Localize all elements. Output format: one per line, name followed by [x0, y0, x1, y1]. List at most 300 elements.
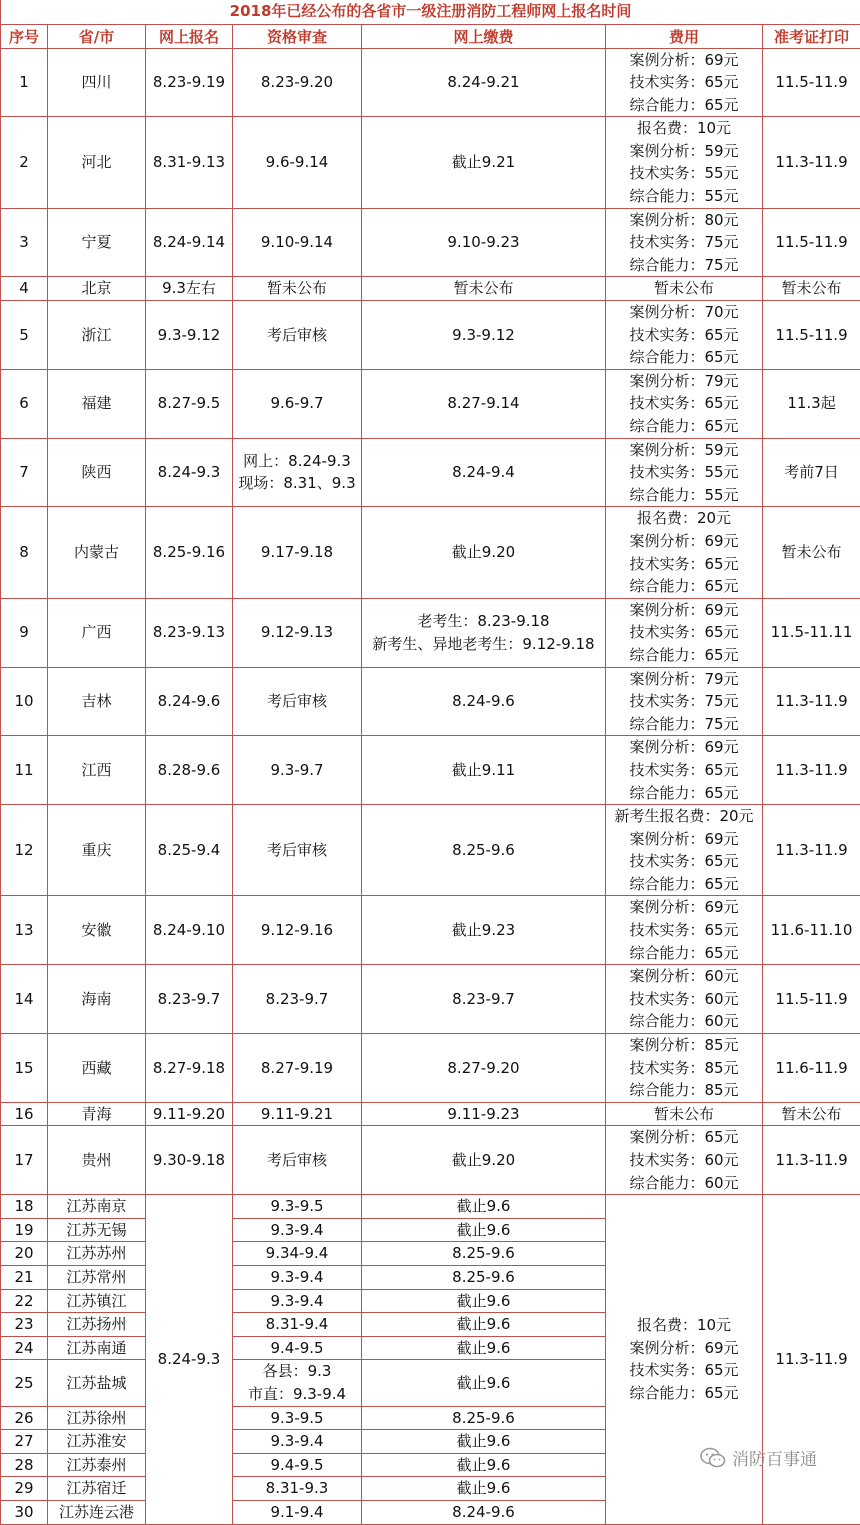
fee-cell-line: 报名费：10元	[606, 117, 762, 140]
fee-cell-line: 技术实务：65元	[606, 850, 762, 873]
payment-cell-line: 老考生：8.23-9.18	[362, 610, 605, 633]
check-cell-line: 考后审核	[233, 839, 361, 862]
row-number: 19	[1, 1218, 48, 1242]
table-row	[1, 667, 860, 736]
row-number: 15	[1, 1034, 48, 1103]
table-row	[1, 117, 860, 208]
check-cell	[233, 1102, 362, 1126]
row-number: 2	[1, 117, 48, 208]
header-fee: 费用	[606, 24, 763, 48]
payment-cell-line: 8.24-9.4	[362, 461, 605, 484]
ticket-cell: 11.5-11.9	[763, 208, 860, 277]
payment-cell	[362, 667, 606, 736]
fee-cell-line: 案例分析：69元	[606, 736, 762, 759]
fee-cell-line: 综合能力：55元	[606, 484, 762, 507]
payment-cell-line: 截止9.23	[362, 919, 605, 942]
payment-cell-line: 8.24-9.21	[362, 71, 605, 94]
row-number: 8	[1, 507, 48, 598]
fee-cell-line: 综合能力：65元	[606, 782, 762, 805]
check-cell-line: 现场：8.31、9.3	[233, 472, 361, 495]
registration-cell: 8.24-9.10	[146, 896, 233, 965]
fee-cell	[606, 736, 763, 805]
row-number: 1	[1, 48, 48, 117]
province-cell: 江苏无锡	[48, 1218, 146, 1242]
registration-cell: 8.24-9.14	[146, 208, 233, 277]
fee-cell-line: 案例分析：79元	[606, 370, 762, 393]
fee-cell-line: 技术实务：55元	[606, 461, 762, 484]
check-cell-line: 9.12-9.13	[233, 621, 361, 644]
fee-cell	[606, 301, 763, 370]
payment-cell	[362, 1034, 606, 1103]
payment-cell-line: 9.11-9.23	[362, 1103, 605, 1126]
check-cell-line: 各县：9.3	[233, 1360, 361, 1383]
row-number: 27	[1, 1430, 48, 1454]
fee-cell-line: 案例分析：79元	[606, 668, 762, 691]
table-row	[1, 896, 860, 965]
payment-cell	[362, 507, 606, 598]
row-number: 18	[1, 1195, 48, 1219]
check-cell-line: 9.1-9.4	[233, 1501, 361, 1524]
check-cell	[233, 1242, 362, 1266]
payment-cell	[362, 117, 606, 208]
fee-cell-line: 案例分析：69元	[606, 828, 762, 851]
row-number: 13	[1, 896, 48, 965]
fee-cell	[606, 277, 763, 301]
check-cell	[233, 1126, 362, 1195]
header-row	[1, 24, 860, 48]
province-cell: 内蒙古	[48, 507, 146, 598]
table-row	[1, 369, 860, 438]
check-cell	[233, 438, 362, 507]
registration-cell: 9.3-9.12	[146, 301, 233, 370]
fee-cell-line: 案例分析：69元	[606, 49, 762, 72]
fee-cell-line: 技术实务：65元	[606, 324, 762, 347]
payment-cell-line: 截止9.20	[362, 541, 605, 564]
check-cell-line: 9.3-9.5	[233, 1407, 361, 1430]
table-row	[1, 301, 860, 370]
province-cell: 北京	[48, 277, 146, 301]
province-cell: 江西	[48, 736, 146, 805]
payment-cell-line: 截止9.20	[362, 1149, 605, 1172]
check-cell	[233, 208, 362, 277]
fee-cell-line: 综合能力：55元	[606, 185, 762, 208]
table-row	[1, 965, 860, 1034]
province-cell: 安徽	[48, 896, 146, 965]
fee-cell-line: 综合能力：65元	[606, 942, 762, 965]
row-number: 4	[1, 277, 48, 301]
fee-cell	[606, 667, 763, 736]
province-cell: 福建	[48, 369, 146, 438]
payment-cell: 截止9.6	[362, 1477, 606, 1501]
ticket-cell: 11.5-11.9	[763, 301, 860, 370]
fee-cell	[606, 1126, 763, 1195]
fee-cell-line: 报名费：10元	[606, 1314, 762, 1337]
check-cell-line: 9.10-9.14	[233, 231, 361, 254]
ticket-cell: 11.3-11.9	[763, 1126, 860, 1195]
fee-cell-line: 案例分析：65元	[606, 1126, 762, 1149]
fee-cell-line: 综合能力：65元	[606, 94, 762, 117]
payment-cell	[362, 1102, 606, 1126]
payment-cell-line: 截止9.11	[362, 759, 605, 782]
registration-cell: 8.28-9.6	[146, 736, 233, 805]
wechat-icon	[700, 1447, 726, 1469]
check-cell-line: 8.31-9.3	[233, 1477, 361, 1500]
fee-cell-line: 综合能力：65元	[606, 415, 762, 438]
registration-cell: 8.27-9.5	[146, 369, 233, 438]
fee-cell-line: 技术实务：65元	[606, 919, 762, 942]
payment-cell	[362, 208, 606, 277]
province-cell: 江苏盐城	[48, 1360, 146, 1406]
province-cell: 浙江	[48, 301, 146, 370]
province-cell: 江苏连云港	[48, 1500, 146, 1524]
check-cell	[233, 277, 362, 301]
fee-cell-line: 综合能力：65元	[606, 873, 762, 896]
check-cell-line: 9.34-9.4	[233, 1242, 361, 1265]
check-cell	[233, 1313, 362, 1337]
fee-cell	[606, 598, 763, 667]
fee-cell-line: 案例分析：69元	[606, 530, 762, 553]
registration-cell: 8.27-9.18	[146, 1034, 233, 1103]
ticket-cell: 11.6-11.10	[763, 896, 860, 965]
check-cell	[233, 965, 362, 1034]
province-cell: 吉林	[48, 667, 146, 736]
ticket-cell: 11.5-11.9	[763, 48, 860, 117]
province-cell: 海南	[48, 965, 146, 1034]
row-number: 26	[1, 1406, 48, 1430]
fee-cell-line: 综合能力：75元	[606, 254, 762, 277]
check-cell-line: 9.3-9.4	[233, 1219, 361, 1242]
row-number: 30	[1, 1500, 48, 1524]
table-row	[1, 507, 860, 598]
fee-cell-line: 综合能力：65元	[606, 644, 762, 667]
fee-cell-line: 案例分析：80元	[606, 209, 762, 232]
province-cell: 青海	[48, 1102, 146, 1126]
table-row	[1, 805, 860, 896]
payment-cell	[362, 896, 606, 965]
check-cell	[233, 736, 362, 805]
fee-cell-line: 新考生报名费：20元	[606, 805, 762, 828]
fee-cell	[606, 208, 763, 277]
ticket-cell: 11.3-11.9	[763, 1195, 860, 1524]
payment-cell: 截止9.6	[362, 1453, 606, 1477]
fee-cell-line: 技术实务：75元	[606, 231, 762, 254]
fee-cell-line: 案例分析：59元	[606, 140, 762, 163]
fee-cell	[606, 1195, 763, 1524]
ticket-cell: 11.3-11.9	[763, 667, 860, 736]
payment-cell	[362, 277, 606, 301]
check-cell-line: 9.4-9.5	[233, 1337, 361, 1360]
fee-cell-line: 技术实务：75元	[606, 690, 762, 713]
row-number: 7	[1, 438, 48, 507]
fee-cell-line: 技术实务：65元	[606, 759, 762, 782]
check-cell-line: 9.6-9.14	[233, 151, 361, 174]
check-cell-line: 考后审核	[233, 324, 361, 347]
payment-cell-line: 新考生、异地老考生：9.12-9.18	[362, 633, 605, 656]
province-cell: 江苏镇江	[48, 1289, 146, 1313]
registration-cell: 8.31-9.13	[146, 117, 233, 208]
fee-cell-line: 技术实务：65元	[606, 1359, 762, 1382]
check-cell	[233, 1477, 362, 1501]
fee-cell-line: 案例分析：60元	[606, 965, 762, 988]
row-number: 23	[1, 1313, 48, 1337]
table-row	[1, 208, 860, 277]
header-province: 省/市	[48, 24, 146, 48]
check-cell	[233, 1360, 362, 1406]
fee-cell	[606, 507, 763, 598]
row-number: 6	[1, 369, 48, 438]
table-row	[1, 598, 860, 667]
fee-cell-line: 暂未公布	[606, 277, 762, 300]
fee-cell-line: 技术实务：85元	[606, 1057, 762, 1080]
check-cell-line: 网上：8.24-9.3	[233, 450, 361, 473]
registration-cell: 8.24-9.3	[146, 1195, 233, 1524]
province-cell: 广西	[48, 598, 146, 667]
row-number: 12	[1, 805, 48, 896]
fee-cell-line: 综合能力：60元	[606, 1172, 762, 1195]
check-cell-line: 9.3-9.4	[233, 1430, 361, 1453]
ticket-cell: 11.3-11.9	[763, 736, 860, 805]
fee-cell-line: 报名费：20元	[606, 507, 762, 530]
row-number: 5	[1, 301, 48, 370]
row-number: 20	[1, 1242, 48, 1266]
check-cell-line: 9.3-9.4	[233, 1266, 361, 1289]
province-cell: 四川	[48, 48, 146, 117]
row-number: 29	[1, 1477, 48, 1501]
watermark	[700, 1445, 817, 1470]
province-cell: 江苏徐州	[48, 1406, 146, 1430]
fee-cell	[606, 48, 763, 117]
check-cell-line: 9.17-9.18	[233, 541, 361, 564]
payment-cell-line: 截止9.21	[362, 151, 605, 174]
payment-cell: 截止9.6	[362, 1195, 606, 1219]
registration-cell: 9.30-9.18	[146, 1126, 233, 1195]
payment-cell-line: 8.27-9.20	[362, 1057, 605, 1080]
ticket-cell: 11.5-11.9	[763, 965, 860, 1034]
payment-cell	[362, 965, 606, 1034]
payment-cell: 截止9.6	[362, 1430, 606, 1454]
province-cell: 江苏扬州	[48, 1313, 146, 1337]
fee-cell	[606, 805, 763, 896]
fee-cell-line: 技术实务：65元	[606, 71, 762, 94]
province-cell: 重庆	[48, 805, 146, 896]
payment-cell: 截止9.6	[362, 1313, 606, 1337]
fee-cell-line: 技术实务：55元	[606, 162, 762, 185]
check-cell	[233, 48, 362, 117]
check-cell	[233, 117, 362, 208]
payment-cell: 截止9.6	[362, 1336, 606, 1360]
check-cell-line: 8.27-9.19	[233, 1057, 361, 1080]
fee-cell	[606, 117, 763, 208]
row-number: 25	[1, 1360, 48, 1406]
fee-cell-line: 技术实务：60元	[606, 988, 762, 1011]
check-cell-line: 9.12-9.16	[233, 919, 361, 942]
payment-cell	[362, 48, 606, 117]
registration-cell: 9.11-9.20	[146, 1102, 233, 1126]
registration-cell: 9.3左右	[146, 277, 233, 301]
payment-cell: 8.25-9.6	[362, 1242, 606, 1266]
registration-cell: 8.23-9.19	[146, 48, 233, 117]
check-cell-line: 8.31-9.4	[233, 1313, 361, 1336]
check-cell	[233, 1336, 362, 1360]
check-cell	[233, 301, 362, 370]
table-row	[1, 438, 860, 507]
fee-cell-line: 案例分析：69元	[606, 599, 762, 622]
ticket-cell: 11.5-11.11	[763, 598, 860, 667]
header-payment: 网上缴费	[362, 24, 606, 48]
check-cell	[233, 1289, 362, 1313]
row-number: 22	[1, 1289, 48, 1313]
row-number: 3	[1, 208, 48, 277]
fee-cell-line: 暂未公布	[606, 1103, 762, 1126]
check-cell	[233, 1406, 362, 1430]
payment-cell	[362, 598, 606, 667]
province-cell: 江苏南通	[48, 1336, 146, 1360]
payment-cell-line: 8.24-9.6	[362, 690, 605, 713]
row-number: 10	[1, 667, 48, 736]
check-cell-line: 暂未公布	[233, 277, 361, 300]
ticket-cell: 暂未公布	[763, 507, 860, 598]
row-number: 17	[1, 1126, 48, 1195]
row-number: 21	[1, 1265, 48, 1289]
province-cell: 江苏常州	[48, 1265, 146, 1289]
table-row	[1, 1126, 860, 1195]
province-cell: 江苏南京	[48, 1195, 146, 1219]
ticket-cell: 11.3-11.9	[763, 805, 860, 896]
registration-cell: 8.24-9.6	[146, 667, 233, 736]
fee-cell-line: 案例分析：70元	[606, 301, 762, 324]
check-cell	[233, 369, 362, 438]
table-row	[1, 1102, 860, 1126]
check-cell-line: 8.23-9.7	[233, 988, 361, 1011]
fee-cell	[606, 438, 763, 507]
province-cell: 江苏泰州	[48, 1453, 146, 1477]
check-cell	[233, 1034, 362, 1103]
payment-cell-line: 暂未公布	[362, 277, 605, 300]
payment-cell	[362, 736, 606, 805]
province-cell: 河北	[48, 117, 146, 208]
table-row	[1, 277, 860, 301]
table-row	[1, 1034, 860, 1103]
check-cell-line: 8.23-9.20	[233, 71, 361, 94]
payment-cell-line: 9.3-9.12	[362, 324, 605, 347]
check-cell-line: 市直：9.3-9.4	[233, 1383, 361, 1406]
check-cell	[233, 667, 362, 736]
payment-cell: 截止9.6	[362, 1360, 606, 1406]
fee-cell	[606, 965, 763, 1034]
check-cell-line: 9.6-9.7	[233, 392, 361, 415]
row-number: 14	[1, 965, 48, 1034]
ticket-cell: 11.3-11.9	[763, 117, 860, 208]
payment-cell-line: 9.10-9.23	[362, 231, 605, 254]
check-cell-line: 9.4-9.5	[233, 1454, 361, 1477]
check-cell-line: 9.3-9.4	[233, 1290, 361, 1313]
fee-cell	[606, 1102, 763, 1126]
check-cell	[233, 1453, 362, 1477]
check-cell	[233, 1195, 362, 1219]
ticket-cell: 11.3起	[763, 369, 860, 438]
fee-cell-line: 案例分析：69元	[606, 896, 762, 919]
fee-cell-line: 综合能力：85元	[606, 1079, 762, 1102]
check-cell-line: 考后审核	[233, 1149, 361, 1172]
payment-cell: 截止9.6	[362, 1289, 606, 1313]
check-cell-line: 9.11-9.21	[233, 1103, 361, 1126]
province-cell: 陕西	[48, 438, 146, 507]
payment-cell	[362, 805, 606, 896]
fee-cell-line: 案例分析：69元	[606, 1337, 762, 1360]
page-title: 2018年已经公布的各省市一级注册消防工程师网上报名时间	[1, 0, 860, 24]
row-number: 16	[1, 1102, 48, 1126]
fee-cell-line: 综合能力：65元	[606, 575, 762, 598]
province-cell: 江苏苏州	[48, 1242, 146, 1266]
check-cell	[233, 598, 362, 667]
payment-cell-line: 8.23-9.7	[362, 988, 605, 1011]
check-cell-line: 9.3-9.5	[233, 1195, 361, 1218]
registration-cell: 8.24-9.3	[146, 438, 233, 507]
fee-cell-line: 技术实务：65元	[606, 553, 762, 576]
table-row	[1, 48, 860, 117]
payment-cell-line: 8.25-9.6	[362, 839, 605, 862]
fee-cell-line: 技术实务：65元	[606, 392, 762, 415]
table-row	[1, 1195, 860, 1219]
check-cell	[233, 507, 362, 598]
ticket-cell: 暂未公布	[763, 277, 860, 301]
fee-cell-line: 综合能力：65元	[606, 346, 762, 369]
province-cell: 宁夏	[48, 208, 146, 277]
payment-cell	[362, 1126, 606, 1195]
registration-cell: 8.25-9.16	[146, 507, 233, 598]
fee-cell-line: 综合能力：75元	[606, 713, 762, 736]
payment-cell: 8.24-9.6	[362, 1500, 606, 1524]
watermark-text: 消防百事通	[732, 1445, 817, 1470]
payment-cell	[362, 438, 606, 507]
fee-cell-line: 技术实务：65元	[606, 621, 762, 644]
registration-cell: 8.23-9.13	[146, 598, 233, 667]
fee-cell	[606, 369, 763, 438]
registration-cell: 8.23-9.7	[146, 965, 233, 1034]
header-no: 序号	[1, 24, 48, 48]
payment-cell	[362, 301, 606, 370]
check-cell	[233, 1265, 362, 1289]
payment-cell-line: 8.27-9.14	[362, 392, 605, 415]
ticket-cell: 11.6-11.9	[763, 1034, 860, 1103]
header-ticket: 准考证打印	[763, 24, 860, 48]
check-cell-line: 9.3-9.7	[233, 759, 361, 782]
fee-cell	[606, 1034, 763, 1103]
registration-cell: 8.25-9.4	[146, 805, 233, 896]
province-cell: 西藏	[48, 1034, 146, 1103]
province-cell: 江苏宿迁	[48, 1477, 146, 1501]
row-number: 9	[1, 598, 48, 667]
payment-cell	[362, 369, 606, 438]
fee-cell-line: 技术实务：60元	[606, 1149, 762, 1172]
fee-cell-line: 案例分析：59元	[606, 439, 762, 462]
province-cell: 江苏淮安	[48, 1430, 146, 1454]
check-cell-line: 考后审核	[233, 690, 361, 713]
ticket-cell: 考前7日	[763, 438, 860, 507]
table-row	[1, 736, 860, 805]
ticket-cell: 暂未公布	[763, 1102, 860, 1126]
header-registration: 网上报名	[146, 24, 233, 48]
payment-cell: 8.25-9.6	[362, 1265, 606, 1289]
check-cell	[233, 1430, 362, 1454]
check-cell	[233, 805, 362, 896]
payment-cell: 8.25-9.6	[362, 1406, 606, 1430]
check-cell	[233, 1218, 362, 1242]
fee-cell-line: 案例分析：85元	[606, 1034, 762, 1057]
fee-cell-line: 综合能力：60元	[606, 1010, 762, 1033]
province-cell: 贵州	[48, 1126, 146, 1195]
fee-cell-line: 综合能力：65元	[606, 1382, 762, 1405]
